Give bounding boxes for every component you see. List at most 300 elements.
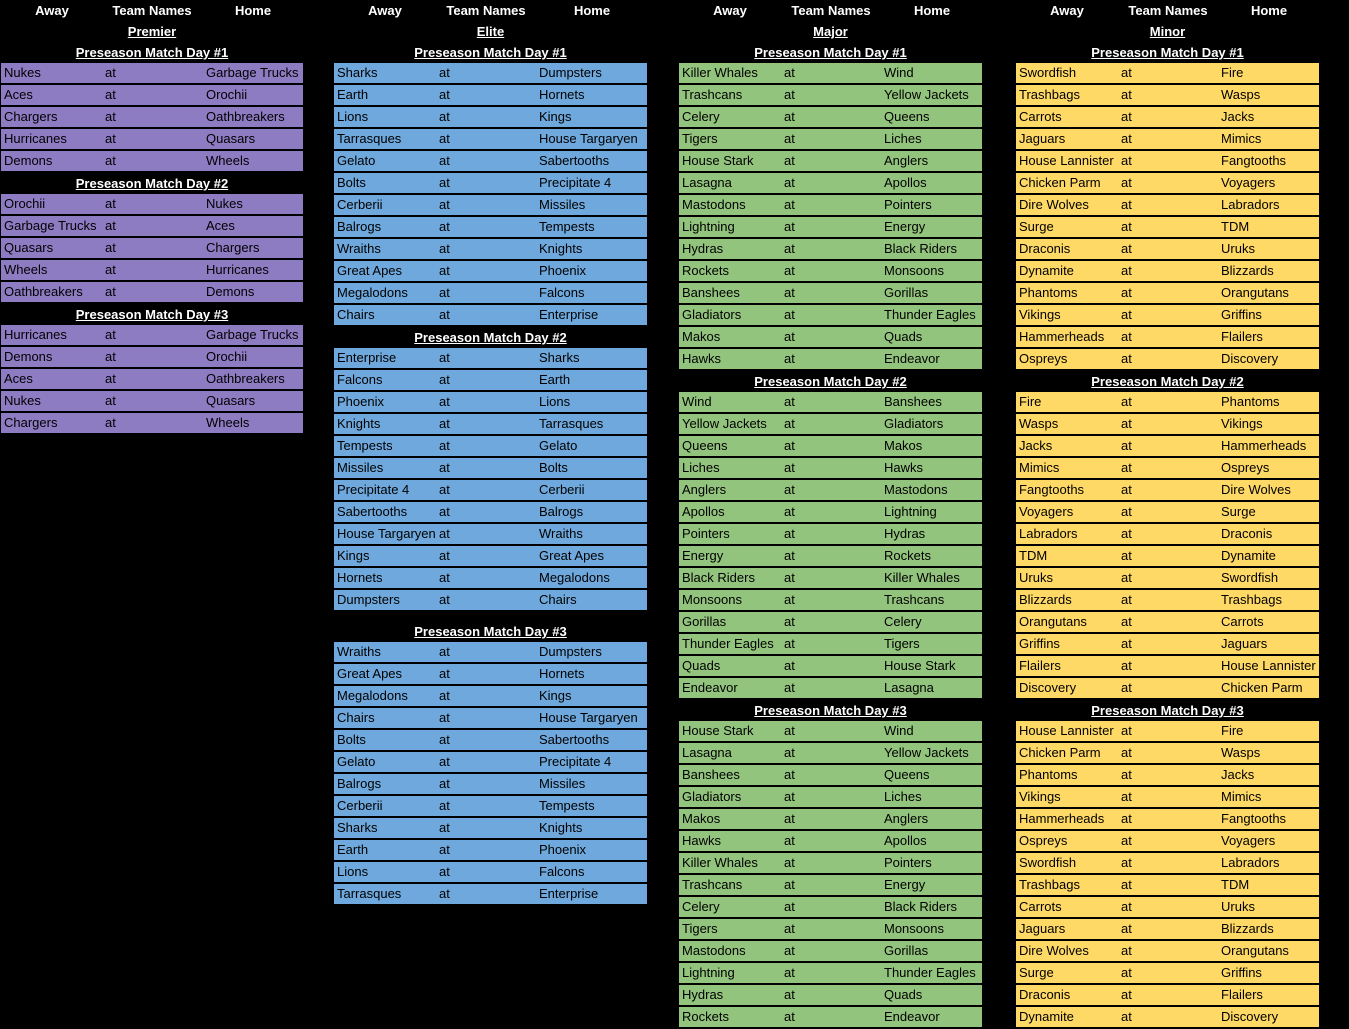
match-row[interactable] bbox=[679, 349, 982, 370]
home-team: Phantoms bbox=[1221, 394, 1280, 409]
match-row[interactable] bbox=[679, 831, 982, 852]
match-row[interactable] bbox=[334, 502, 647, 523]
match-row[interactable] bbox=[334, 129, 647, 150]
match-day-title: Preseason Match Day #1 bbox=[754, 45, 907, 60]
match-row[interactable] bbox=[679, 1007, 982, 1028]
match-row[interactable] bbox=[1016, 941, 1319, 962]
away-team: Megalodons bbox=[337, 688, 408, 703]
home-team: Dynamite bbox=[1221, 548, 1276, 563]
home-team: Fire bbox=[1221, 723, 1244, 738]
match-row[interactable] bbox=[1016, 721, 1319, 742]
at-label: at bbox=[1121, 482, 1132, 497]
match-row[interactable] bbox=[679, 546, 982, 567]
match-row[interactable] bbox=[1016, 480, 1319, 501]
match-row[interactable] bbox=[679, 919, 982, 940]
match-row[interactable] bbox=[334, 151, 647, 172]
match-row[interactable] bbox=[679, 634, 982, 655]
away-team: Earth bbox=[337, 842, 369, 857]
match-row[interactable] bbox=[334, 370, 647, 391]
column-header-row bbox=[679, 0, 982, 21]
at-label: at bbox=[105, 218, 116, 233]
away-team: Banshees bbox=[682, 285, 740, 300]
away-team: Energy bbox=[682, 548, 724, 563]
match-day-title: Preseason Match Day #1 bbox=[1091, 45, 1244, 60]
at-label: at bbox=[439, 886, 450, 901]
at-label: at bbox=[439, 548, 450, 563]
at-label: at bbox=[1121, 855, 1132, 870]
match-row[interactable] bbox=[679, 875, 982, 896]
home-team: Gorillas bbox=[884, 943, 929, 958]
away-team: Lightning bbox=[682, 219, 735, 234]
home-team: Apollos bbox=[884, 833, 927, 848]
home-team: Quads bbox=[884, 987, 923, 1002]
away-team: Trashcans bbox=[682, 877, 743, 892]
away-team: Dire Wolves bbox=[1019, 197, 1089, 212]
home-team: Flailers bbox=[1221, 329, 1263, 344]
match-row[interactable] bbox=[334, 568, 647, 589]
home-team: Knights bbox=[539, 241, 583, 256]
home-team: Garbage Trucks bbox=[206, 65, 299, 80]
match-row[interactable] bbox=[334, 480, 647, 501]
home-team: Phoenix bbox=[539, 263, 586, 278]
away-team: Wraiths bbox=[337, 241, 381, 256]
home-team: Tempests bbox=[539, 798, 595, 813]
home-team: Thunder Eagles bbox=[884, 307, 976, 322]
team-names-header: Team Names bbox=[1128, 3, 1208, 18]
match-row[interactable] bbox=[1016, 1007, 1319, 1028]
home-header: Home bbox=[573, 3, 611, 18]
match-row[interactable] bbox=[334, 85, 647, 106]
match-row[interactable] bbox=[334, 818, 647, 839]
away-team: Jaguars bbox=[1019, 921, 1066, 936]
match-row[interactable] bbox=[679, 305, 982, 326]
away-team: Ospreys bbox=[1019, 833, 1068, 848]
match-row[interactable] bbox=[334, 392, 647, 413]
match-row[interactable] bbox=[679, 173, 982, 194]
match-row[interactable] bbox=[679, 502, 982, 523]
match-row[interactable] bbox=[679, 129, 982, 150]
away-team: Celery bbox=[682, 109, 720, 124]
match-row[interactable] bbox=[334, 708, 647, 729]
away-team: Banshees bbox=[682, 767, 740, 782]
match-row[interactable] bbox=[1, 216, 303, 237]
away-team: Rockets bbox=[682, 263, 729, 278]
match-row[interactable] bbox=[1016, 327, 1319, 348]
match-row[interactable] bbox=[679, 63, 982, 84]
home-team: Fire bbox=[1221, 65, 1244, 80]
away-team: Trashcans bbox=[682, 87, 743, 102]
match-row[interactable] bbox=[1016, 129, 1319, 150]
home-team: Precipitate 4 bbox=[539, 175, 612, 190]
home-team: Queens bbox=[884, 109, 930, 124]
home-team: Orangutans bbox=[1221, 285, 1289, 300]
match-row[interactable] bbox=[679, 765, 982, 786]
away-team: Carrots bbox=[1019, 109, 1062, 124]
match-row[interactable] bbox=[1016, 678, 1319, 699]
at-label: at bbox=[439, 776, 450, 791]
match-row[interactable] bbox=[1016, 524, 1319, 545]
match-row[interactable] bbox=[334, 63, 647, 84]
match-row[interactable] bbox=[334, 862, 647, 883]
match-row[interactable] bbox=[1016, 458, 1319, 479]
match-row[interactable] bbox=[334, 217, 647, 238]
match-row[interactable] bbox=[334, 796, 647, 817]
away-team: Cerberii bbox=[337, 798, 383, 813]
away-team: Labradors bbox=[1019, 526, 1078, 541]
away-team: Sharks bbox=[337, 65, 378, 80]
match-row[interactable] bbox=[334, 686, 647, 707]
match-row[interactable] bbox=[1016, 765, 1319, 786]
match-row[interactable] bbox=[1, 369, 303, 390]
home-team: Dumpsters bbox=[539, 644, 602, 659]
match-row[interactable] bbox=[679, 107, 982, 128]
home-team: Monsoons bbox=[884, 921, 944, 936]
at-label: at bbox=[1121, 87, 1132, 102]
at-label: at bbox=[439, 87, 450, 102]
at-label: at bbox=[784, 87, 795, 102]
home-team: Quasars bbox=[206, 393, 256, 408]
match-row[interactable] bbox=[1016, 568, 1319, 589]
away-team: Killer Whales bbox=[682, 65, 758, 80]
team-names-header: Team Names bbox=[112, 3, 192, 18]
match-row[interactable] bbox=[679, 151, 982, 172]
match-row[interactable] bbox=[1016, 546, 1319, 567]
away-team: Trashbags bbox=[1019, 87, 1080, 102]
match-row[interactable] bbox=[1, 129, 303, 150]
away-team: Hornets bbox=[337, 570, 383, 585]
away-team: Oathbreakers bbox=[4, 284, 83, 299]
at-label: at bbox=[439, 864, 450, 879]
away-team: Lasagna bbox=[682, 175, 732, 190]
match-row[interactable] bbox=[1016, 436, 1319, 457]
match-row[interactable] bbox=[334, 752, 647, 773]
match-row[interactable] bbox=[334, 590, 647, 611]
match-row[interactable] bbox=[679, 787, 982, 808]
away-team: Sabertooths bbox=[337, 504, 408, 519]
match-row[interactable] bbox=[679, 612, 982, 633]
match-row[interactable] bbox=[679, 480, 982, 501]
match-row[interactable] bbox=[334, 524, 647, 545]
at-label: at bbox=[1121, 175, 1132, 190]
match-day-title: Preseason Match Day #2 bbox=[414, 330, 567, 345]
home-team: Voyagers bbox=[1221, 175, 1276, 190]
match-row[interactable] bbox=[679, 261, 982, 282]
match-row[interactable] bbox=[334, 305, 647, 326]
match-row[interactable] bbox=[679, 217, 982, 238]
match-row[interactable] bbox=[1016, 963, 1319, 984]
away-team: Vikings bbox=[1019, 789, 1061, 804]
match-row[interactable] bbox=[334, 261, 647, 282]
column-header-row bbox=[1, 0, 303, 21]
league-name: Major bbox=[813, 24, 848, 39]
at-label: at bbox=[784, 307, 795, 322]
away-team: Mimics bbox=[1019, 460, 1060, 475]
match-row[interactable] bbox=[334, 348, 647, 369]
home-team: Enterprise bbox=[539, 307, 599, 322]
match-row[interactable] bbox=[1016, 392, 1319, 413]
away-team: Wraiths bbox=[337, 644, 381, 659]
home-team: Aces bbox=[206, 218, 235, 233]
match-row[interactable] bbox=[679, 327, 982, 348]
match-row[interactable] bbox=[1016, 261, 1319, 282]
match-row[interactable] bbox=[1, 282, 303, 303]
match-row[interactable] bbox=[1016, 195, 1319, 216]
match-row[interactable] bbox=[1, 151, 303, 172]
at-label: at bbox=[439, 592, 450, 607]
away-team: Chairs bbox=[337, 710, 375, 725]
away-team: Dynamite bbox=[1019, 1009, 1074, 1024]
match-row[interactable] bbox=[1016, 634, 1319, 655]
match-row[interactable] bbox=[1016, 897, 1319, 918]
home-team: Wind bbox=[884, 65, 914, 80]
away-team: Gelato bbox=[337, 153, 376, 168]
away-team: Great Apes bbox=[337, 666, 403, 681]
away-team: Surge bbox=[1019, 219, 1054, 234]
match-row[interactable] bbox=[1, 85, 303, 106]
match-day-title: Preseason Match Day #3 bbox=[1091, 703, 1244, 718]
home-team: Garbage Trucks bbox=[206, 327, 299, 342]
at-label: at bbox=[1121, 307, 1132, 322]
match-row[interactable] bbox=[679, 524, 982, 545]
match-row[interactable] bbox=[679, 283, 982, 304]
match-row[interactable] bbox=[679, 85, 982, 106]
match-row[interactable] bbox=[334, 436, 647, 457]
at-label: at bbox=[1121, 636, 1132, 651]
home-team: Oathbreakers bbox=[206, 109, 285, 124]
match-row[interactable] bbox=[679, 809, 982, 830]
match-row[interactable] bbox=[1016, 217, 1319, 238]
match-row[interactable] bbox=[679, 963, 982, 984]
at-label: at bbox=[784, 570, 795, 585]
match-row[interactable] bbox=[1016, 63, 1319, 84]
match-day-title: Preseason Match Day #3 bbox=[75, 307, 229, 322]
match-row[interactable] bbox=[334, 730, 647, 751]
at-label: at bbox=[1121, 570, 1132, 585]
home-team: Blizzards bbox=[1221, 263, 1274, 278]
match-row[interactable] bbox=[334, 774, 647, 795]
match-row[interactable] bbox=[334, 414, 647, 435]
away-team: Flailers bbox=[1019, 658, 1061, 673]
match-row[interactable] bbox=[679, 392, 982, 413]
match-row[interactable] bbox=[334, 884, 647, 905]
away-team: Wind bbox=[682, 394, 712, 409]
match-row[interactable] bbox=[1016, 853, 1319, 874]
at-label: at bbox=[105, 109, 116, 124]
home-team: Sharks bbox=[539, 350, 580, 365]
at-label: at bbox=[1121, 65, 1132, 80]
away-team: Fangtooths bbox=[1019, 482, 1085, 497]
match-row[interactable] bbox=[1016, 239, 1319, 260]
match-row[interactable] bbox=[1016, 590, 1319, 611]
at-label: at bbox=[784, 943, 795, 958]
match-row[interactable] bbox=[1016, 305, 1319, 326]
away-team: Missiles bbox=[337, 460, 384, 475]
match-row[interactable] bbox=[679, 678, 982, 699]
home-team: Sabertooths bbox=[539, 153, 610, 168]
match-row[interactable] bbox=[334, 283, 647, 304]
at-label: at bbox=[105, 284, 116, 299]
home-team: Hammerheads bbox=[1221, 438, 1307, 453]
match-row[interactable] bbox=[679, 656, 982, 677]
column-header-row bbox=[334, 0, 647, 21]
home-team: Dire Wolves bbox=[1221, 482, 1291, 497]
home-team: Jacks bbox=[1221, 767, 1255, 782]
team-names-header: Team Names bbox=[446, 3, 526, 18]
at-label: at bbox=[784, 614, 795, 629]
at-label: at bbox=[439, 241, 450, 256]
match-row[interactable] bbox=[1016, 985, 1319, 1006]
match-row[interactable] bbox=[1, 238, 303, 259]
match-row[interactable] bbox=[679, 195, 982, 216]
home-team: Hawks bbox=[884, 460, 924, 475]
at-label: at bbox=[439, 798, 450, 813]
away-team: Tigers bbox=[682, 131, 718, 146]
home-team: Fangtooths bbox=[1221, 153, 1287, 168]
at-label: at bbox=[784, 65, 795, 80]
away-team: Makos bbox=[682, 811, 721, 826]
match-row[interactable] bbox=[679, 436, 982, 457]
home-team: Lions bbox=[539, 394, 571, 409]
match-row[interactable] bbox=[1016, 283, 1319, 304]
match-row[interactable] bbox=[1016, 107, 1319, 128]
match-row[interactable] bbox=[1016, 743, 1319, 764]
match-day-title: Preseason Match Day #2 bbox=[75, 176, 229, 191]
match-row[interactable] bbox=[334, 840, 647, 861]
match-day-title: Preseason Match Day #2 bbox=[1091, 374, 1244, 389]
away-team: Anglers bbox=[682, 482, 727, 497]
at-label: at bbox=[784, 636, 795, 651]
home-team: Makos bbox=[884, 438, 923, 453]
match-row[interactable] bbox=[1016, 831, 1319, 852]
home-team: Kings bbox=[539, 109, 572, 124]
match-row[interactable] bbox=[1016, 349, 1319, 370]
at-label: at bbox=[784, 438, 795, 453]
team-names-header: Team Names bbox=[791, 3, 871, 18]
away-team: Bolts bbox=[337, 732, 366, 747]
away-team: Chicken Parm bbox=[1019, 175, 1101, 190]
at-label: at bbox=[784, 921, 795, 936]
home-team: Flailers bbox=[1221, 987, 1263, 1002]
match-row[interactable] bbox=[1016, 875, 1319, 896]
match-row[interactable] bbox=[1016, 151, 1319, 172]
match-row[interactable] bbox=[679, 721, 982, 742]
home-team: Discovery bbox=[1221, 351, 1279, 366]
home-team: Anglers bbox=[884, 153, 929, 168]
match-row[interactable] bbox=[334, 546, 647, 567]
match-row[interactable] bbox=[679, 568, 982, 589]
away-team: Lions bbox=[337, 109, 369, 124]
away-team: Surge bbox=[1019, 965, 1054, 980]
at-label: at bbox=[1121, 943, 1132, 958]
at-label: at bbox=[439, 644, 450, 659]
match-row[interactable] bbox=[1, 260, 303, 281]
match-row[interactable] bbox=[679, 985, 982, 1006]
away-team: House Targaryen bbox=[337, 526, 436, 541]
away-team: Makos bbox=[682, 329, 721, 344]
match-row[interactable] bbox=[1, 347, 303, 368]
home-team: Orochii bbox=[206, 349, 248, 364]
match-day-title: Preseason Match Day #2 bbox=[754, 374, 907, 389]
at-label: at bbox=[439, 688, 450, 703]
match-row[interactable] bbox=[1016, 85, 1319, 106]
match-row[interactable] bbox=[334, 664, 647, 685]
match-row[interactable] bbox=[1016, 656, 1319, 677]
match-row[interactable] bbox=[1, 107, 303, 128]
away-team: Phoenix bbox=[337, 394, 384, 409]
match-row[interactable] bbox=[334, 642, 647, 663]
match-row[interactable] bbox=[679, 743, 982, 764]
match-row[interactable] bbox=[334, 107, 647, 128]
match-row[interactable] bbox=[679, 853, 982, 874]
match-row[interactable] bbox=[1, 194, 303, 215]
match-row[interactable] bbox=[334, 239, 647, 260]
at-label: at bbox=[439, 307, 450, 322]
match-row[interactable] bbox=[679, 239, 982, 260]
match-row[interactable] bbox=[679, 414, 982, 435]
home-team: Endeavor bbox=[884, 1009, 940, 1024]
home-team: Nukes bbox=[206, 196, 243, 211]
away-team: Phantoms bbox=[1019, 767, 1078, 782]
match-row[interactable] bbox=[679, 897, 982, 918]
home-team: Quads bbox=[884, 329, 923, 344]
at-label: at bbox=[1121, 789, 1132, 804]
match-row[interactable] bbox=[679, 458, 982, 479]
at-label: at bbox=[1121, 592, 1132, 607]
away-team: TDM bbox=[1019, 548, 1048, 563]
match-row[interactable] bbox=[334, 458, 647, 479]
match-row[interactable] bbox=[1016, 173, 1319, 194]
away-team: Chargers bbox=[4, 415, 58, 430]
match-row[interactable] bbox=[1, 413, 303, 434]
match-row[interactable] bbox=[1, 325, 303, 346]
at-label: at bbox=[105, 153, 116, 168]
match-row[interactable] bbox=[1, 63, 303, 84]
match-row[interactable] bbox=[1016, 502, 1319, 523]
home-team: Precipitate 4 bbox=[539, 754, 612, 769]
match-row[interactable] bbox=[1016, 414, 1319, 435]
at-label: at bbox=[1121, 416, 1132, 431]
away-team: Tigers bbox=[682, 921, 718, 936]
away-team: Demons bbox=[4, 153, 53, 168]
at-label: at bbox=[439, 131, 450, 146]
match-row[interactable] bbox=[334, 195, 647, 216]
at-label: at bbox=[439, 65, 450, 80]
away-team: Rockets bbox=[682, 1009, 729, 1024]
home-team: Monsoons bbox=[884, 263, 944, 278]
league-name: Elite bbox=[476, 24, 505, 39]
match-row[interactable] bbox=[1016, 787, 1319, 808]
at-label: at bbox=[105, 327, 116, 342]
home-team: Gelato bbox=[539, 438, 578, 453]
match-row[interactable] bbox=[679, 941, 982, 962]
away-team: Aces bbox=[4, 87, 33, 102]
match-row[interactable] bbox=[334, 173, 647, 194]
home-team: Enterprise bbox=[539, 886, 599, 901]
away-team: Blizzards bbox=[1019, 592, 1072, 607]
match-row[interactable] bbox=[679, 590, 982, 611]
away-team: Tarrasques bbox=[337, 131, 402, 146]
match-row[interactable] bbox=[1, 391, 303, 412]
at-label: at bbox=[1121, 548, 1132, 563]
at-label: at bbox=[439, 372, 450, 387]
home-team: Tempests bbox=[539, 219, 595, 234]
match-row[interactable] bbox=[1016, 919, 1319, 940]
match-row[interactable] bbox=[1016, 612, 1319, 633]
home-team: Banshees bbox=[884, 394, 942, 409]
home-team: Quasars bbox=[206, 131, 256, 146]
match-row[interactable] bbox=[1016, 809, 1319, 830]
at-label: at bbox=[784, 745, 795, 760]
